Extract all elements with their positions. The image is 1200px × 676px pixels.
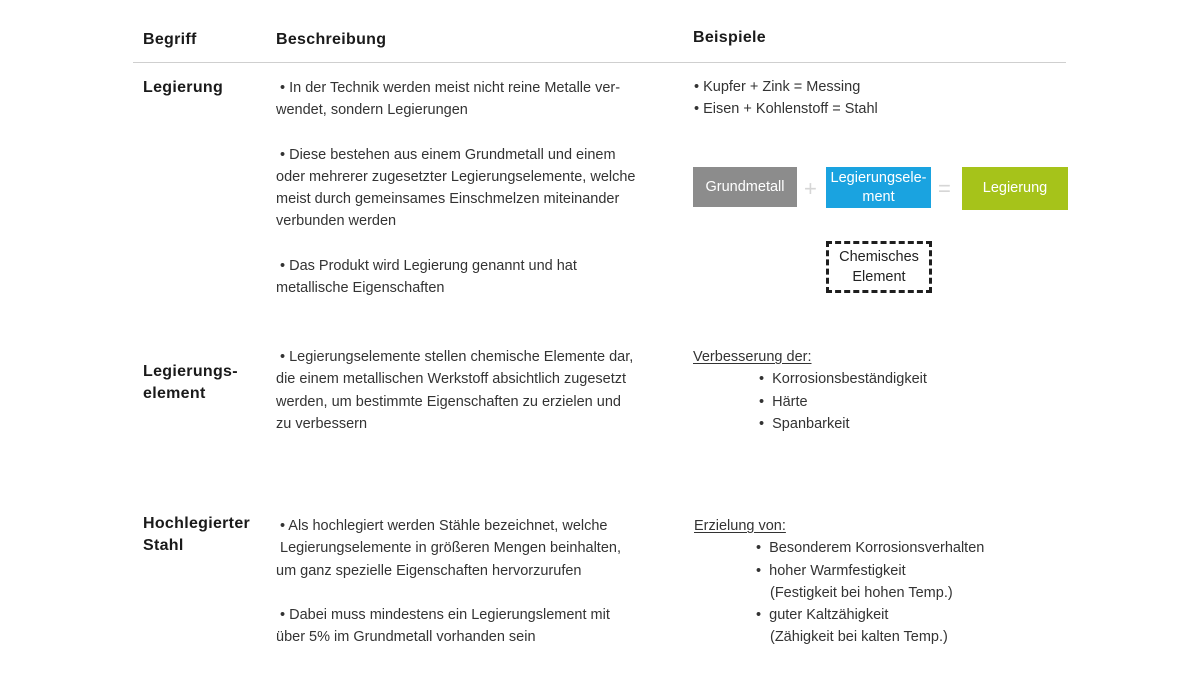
- desc-line: • Legierungselemente stellen chemische Elemente dar,: [280, 349, 634, 365]
- example-text: Spanbarkeit: [772, 415, 850, 432]
- desc-line: • Diese bestehen aus einem Grundmetall und einem: [280, 146, 616, 163]
- example-text: hoher Warmfestigkeit: [769, 562, 906, 579]
- chemisches-element-box: [826, 241, 932, 293]
- equals-operator: =: [938, 176, 951, 201]
- term-line: Legierungs-: [143, 363, 238, 380]
- bullet: •: [759, 393, 765, 410]
- desc-line: die einem metallischen Werkstoff absichtlich zugesetzt: [276, 371, 627, 388]
- desc-line: zu verbessern: [276, 415, 368, 432]
- example-item: [756, 604, 984, 626]
- example-note: (Zähigkeit bei kalten Temp.): [770, 629, 948, 646]
- bullet: •: [756, 540, 762, 557]
- desc-hochlegierter-stahl: [276, 515, 686, 648]
- desc-line: • Dabei muss mindestens ein Legierungslement mit: [280, 606, 610, 623]
- example-item: [756, 537, 984, 559]
- examples-heading: Erzielung von:: [694, 518, 786, 534]
- header-begriff: Begriff: [143, 31, 197, 48]
- grundmetall-box: Grundmetall: [693, 167, 797, 207]
- example-note: (Festigkeit bei hohen Temp.): [770, 584, 953, 601]
- header-beschreibung: Beschreibung: [276, 31, 387, 48]
- example-item: [759, 413, 927, 435]
- term-line: element: [143, 385, 206, 402]
- example-item: [756, 560, 984, 582]
- header-divider: [133, 62, 1066, 63]
- example-text: Härte: [772, 393, 808, 410]
- plus-operator: +: [804, 176, 817, 201]
- desc-line: • In der Technik werden meist nicht reine Metalle ver-: [280, 80, 621, 96]
- chemisches-element-line2: Element: [852, 269, 906, 285]
- desc-line: • Das Produkt wird Legierung genannt und hat: [280, 257, 577, 274]
- legierung-box: Legierung: [962, 167, 1068, 210]
- desc-line: Legierungselemente in größeren Mengen beinhalten,: [280, 540, 621, 557]
- example-item: [759, 368, 927, 390]
- example-text: Korrosionsbeständigkeit: [772, 371, 927, 388]
- examples-legierungselement: [693, 346, 927, 435]
- example-item: [759, 391, 927, 413]
- desc-legierung: [276, 77, 686, 299]
- examples-hochlegierter-stahl: [694, 515, 984, 649]
- desc-line: meist durch gemeinsames Einschmelzen miteinander: [276, 191, 620, 208]
- examples-heading: Verbesserung der:: [693, 349, 812, 365]
- example-text: guter Kaltzähigkeit: [769, 607, 889, 624]
- desc-line: wendet, sondern Legierungen: [276, 102, 468, 119]
- term-hochlegierter-stahl: [143, 513, 250, 557]
- desc-line: werden, um bestimmte Eigenschaften zu erzielen und: [276, 393, 621, 410]
- legierungselement-box: [826, 167, 931, 208]
- legierungselement-label-line2: ment: [862, 188, 895, 205]
- header-beispiele: Beispiele: [693, 29, 766, 46]
- desc-line: um ganz spezielle Eigenschaften hervorzurufen: [276, 562, 582, 579]
- term-legierung: Legierung: [143, 79, 224, 96]
- desc-line: über 5% im Grundmetall vorhanden sein: [276, 629, 536, 646]
- examples-legierung: [694, 76, 878, 121]
- example-item: • Kupfer + Zink = Messing: [694, 79, 861, 95]
- term-line: Hochlegierter: [143, 515, 251, 532]
- example-text: Besonderem Korrosionsverhalten: [769, 540, 985, 557]
- bullet: •: [759, 371, 765, 388]
- example-item: • Eisen + Kohlenstoff = Stahl: [694, 101, 878, 118]
- bullet: •: [756, 607, 762, 624]
- chemisches-element-line1: Chemisches: [839, 249, 919, 265]
- legierungselement-label-line1: Legierungsele-: [830, 169, 927, 186]
- desc-line: verbunden werden: [276, 213, 397, 230]
- term-legierungselement: [143, 361, 238, 405]
- desc-line: • Als hochlegiert werden Stähle bezeichnet, welche: [280, 518, 608, 534]
- desc-line: oder mehrerer zugesetzter Legierungselemente, welche: [276, 168, 636, 185]
- desc-line: metallische Eigenschaften: [276, 280, 445, 297]
- bullet: •: [756, 562, 762, 579]
- term-line: Stahl: [143, 537, 184, 554]
- bullet: •: [759, 415, 765, 432]
- desc-legierungselement: [276, 346, 686, 435]
